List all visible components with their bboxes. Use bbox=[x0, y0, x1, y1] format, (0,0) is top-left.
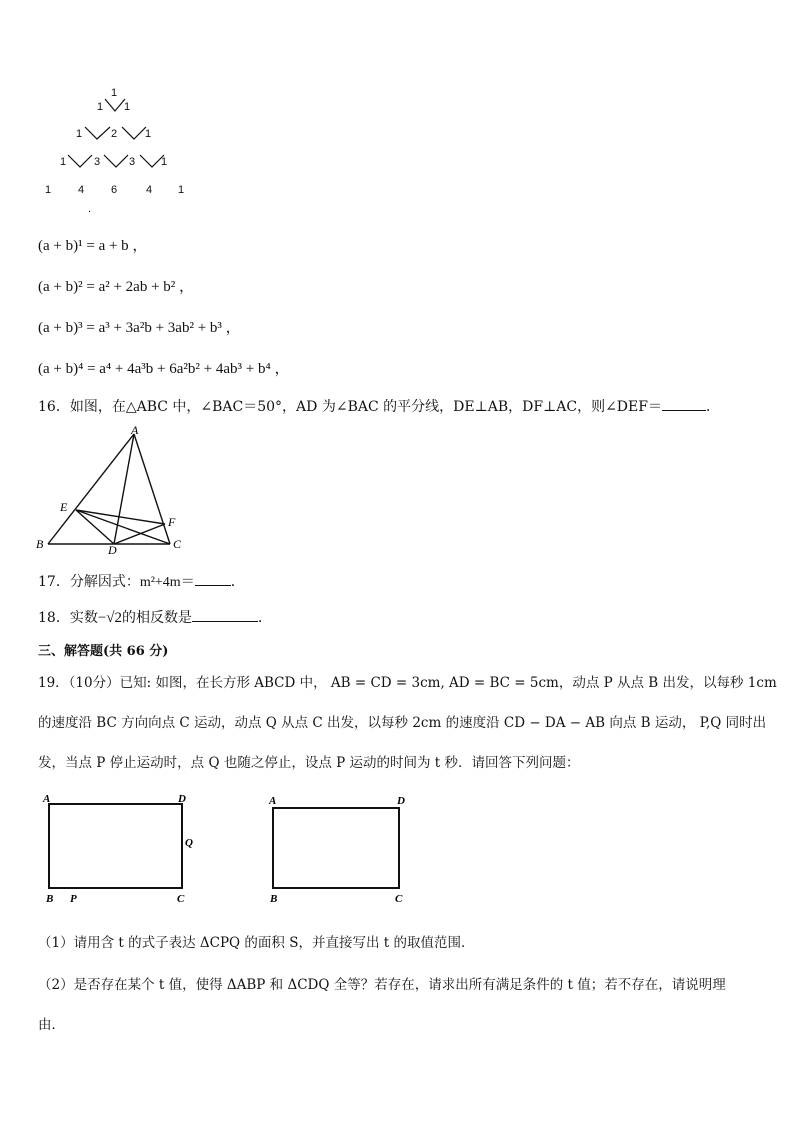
rectangle-abcd-1 bbox=[49, 804, 182, 888]
pascal-lines bbox=[40, 85, 200, 220]
label-c: C bbox=[173, 537, 182, 551]
q19-rectangle-figure-2 bbox=[264, 790, 414, 908]
question-17 bbox=[38, 571, 245, 591]
expansion-3: (a + b)³ = a³ + 3a²b + 3ab² + b³ ， bbox=[38, 320, 241, 336]
pascal-r1-0: 1 bbox=[97, 101, 104, 113]
q16-end: ． bbox=[705, 399, 720, 415]
pascal-r3-3: 1 bbox=[161, 156, 168, 168]
q16-answer-blank bbox=[662, 398, 706, 411]
q19-line-1: 19．（10分）已知: 如图，在长方形 ABCD 中， AB = CD = 3cm, AD = BC = 5cm，动点 P 从点 B 出发，以每秒 1cm bbox=[38, 675, 777, 691]
pascal-r3-0: 1 bbox=[60, 156, 67, 168]
fig1-label-a: A bbox=[43, 793, 51, 805]
expansion-1: (a + b)¹ = a + b ， bbox=[38, 238, 148, 254]
q18-suffix: 的相反数是 bbox=[122, 610, 193, 626]
pascal-r4-0: 1 bbox=[45, 184, 52, 196]
q18-end: ． bbox=[258, 610, 273, 626]
pascal-r4-1: 4 bbox=[78, 184, 85, 196]
q19-part-2-line-2: 由． bbox=[38, 1017, 65, 1033]
pascal-r2-0: 1 bbox=[76, 128, 83, 140]
label-e: E bbox=[60, 500, 68, 514]
q17-end: ． bbox=[230, 574, 245, 590]
q19-rectangle-figure-1 bbox=[40, 790, 215, 908]
pascal-r2-2: 1 bbox=[145, 128, 152, 140]
q18-prefix: 18．实数 bbox=[38, 610, 98, 626]
fig1-label-c: C bbox=[177, 893, 185, 905]
fig2-label-c: C bbox=[395, 893, 403, 905]
fig2-label-d: D bbox=[397, 795, 405, 807]
section-3-title: 三、解答题(共 66 分) bbox=[38, 644, 169, 659]
q17-answer-blank bbox=[195, 573, 231, 586]
label-a: A bbox=[131, 424, 139, 437]
side-ab bbox=[48, 434, 134, 544]
pascal-r2-1: 2 bbox=[111, 128, 118, 140]
pascal-triangle bbox=[40, 85, 200, 220]
q17-prefix: 17．分解因式： bbox=[38, 574, 140, 590]
label-f: F bbox=[168, 515, 176, 529]
q16-triangle-figure bbox=[34, 424, 194, 556]
label-d: D bbox=[108, 543, 117, 556]
expansion-2: (a + b)² = a² + 2ab + b² ， bbox=[38, 279, 195, 295]
expansion-4: (a + b)⁴ = a⁴ + 4a³b + 6a²b² + 4ab³ + b⁴ ， bbox=[38, 361, 290, 377]
q19-part-2-line-1: （2）是否存在某个 t 值，使得 ΔABP 和 ΔCDQ 全等？若存在，请求出所有满足条件的 t 值；若不存在，请说明理 bbox=[38, 977, 726, 993]
pascal-dot: . bbox=[88, 203, 92, 215]
q18-answer-blank bbox=[192, 609, 258, 622]
pascal-r0-0: 1 bbox=[111, 87, 118, 99]
pascal-r4-3: 4 bbox=[146, 184, 153, 196]
question-16 bbox=[38, 396, 720, 416]
q19-part-1: （1）请用含 t 的式子表达 ΔCPQ 的面积 S，并直接写出 t 的取值范围． bbox=[38, 935, 475, 951]
fig1-label-q: Q bbox=[185, 837, 193, 849]
q17-expression: m²+4m＝ bbox=[139, 575, 195, 590]
fig1-label-b: B bbox=[46, 893, 54, 905]
fig1-label-d: D bbox=[178, 793, 186, 805]
pascal-r4-2: 6 bbox=[111, 184, 118, 196]
q19-line-3: 发，当点 P 停止运动时，点 Q 也随之停止，设点 P 运动的时间为 t 秒．请回答下列问题： bbox=[38, 755, 580, 771]
fig1-label-p: P bbox=[70, 893, 77, 905]
pascal-r3-2: 3 bbox=[129, 156, 136, 168]
q19-line-2: 的速度沿 BC 方向向点 C 运动，动点 Q 从点 C 出发，以每秒 2cm 的速度沿 CD − DA − AB 向点 B 运动， P,Q 同时出 bbox=[38, 715, 767, 731]
rectangle-abcd-2 bbox=[273, 808, 399, 888]
pascal-r4-4: 1 bbox=[178, 184, 185, 196]
side-ac bbox=[134, 434, 170, 544]
question-18 bbox=[38, 607, 272, 627]
label-b: B bbox=[36, 537, 44, 551]
pascal-r3-1: 3 bbox=[94, 156, 101, 168]
q18-expression: −√2 bbox=[97, 610, 123, 626]
fig2-label-a: A bbox=[269, 795, 277, 807]
q16-text: 16．如图，在△ABC 中，∠BAC＝50°，AD 为∠BAC 的平分线，DE⊥AB，DF⊥AC，则∠DEF＝ bbox=[38, 399, 662, 415]
pascal-r1-1: 1 bbox=[124, 101, 131, 113]
fig2-label-b: B bbox=[270, 893, 278, 905]
